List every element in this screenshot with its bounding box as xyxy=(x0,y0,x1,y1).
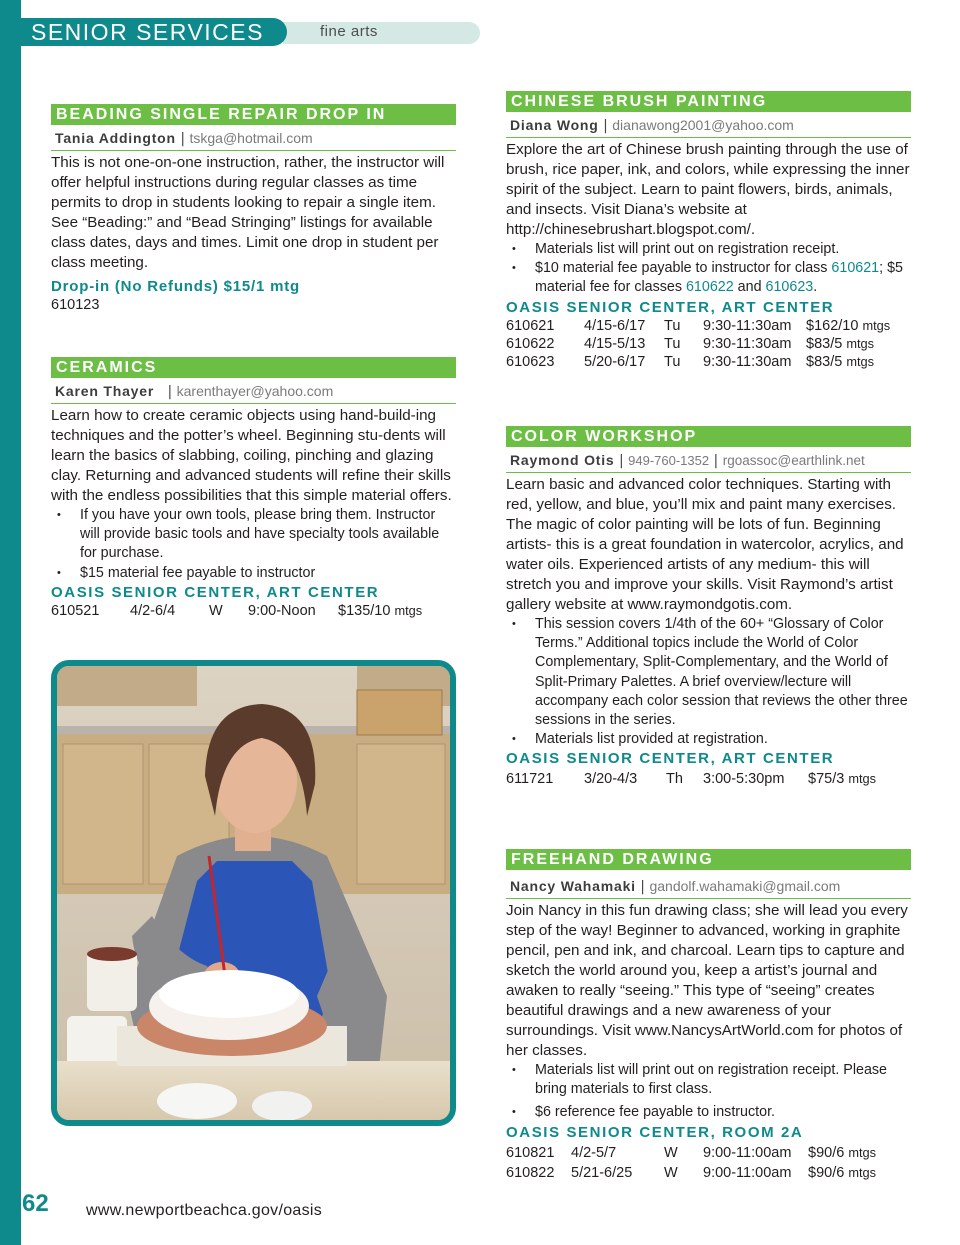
separator: | xyxy=(614,453,629,469)
instructor-email[interactable]: rgoassoc@earthlink.net xyxy=(722,453,865,468)
list-item: • If you have your own tools, please bring them. Instructor will provide basic tools and have specialty tools available for purchase. xyxy=(51,506,456,564)
separator: | xyxy=(154,384,177,400)
class-code-link[interactable]: 610623 xyxy=(765,279,814,296)
class-code-link[interactable]: 610621 xyxy=(831,260,880,277)
instructor-email[interactable]: tskga@hotmail.com xyxy=(189,130,313,146)
instructor-email[interactable]: karenthayer@yahoo.com xyxy=(176,383,334,399)
beading-section xyxy=(51,104,456,314)
header-subtitle-pill xyxy=(283,22,480,44)
page-section-subtitle: fine arts xyxy=(320,23,378,40)
section-title: CERAMICS xyxy=(51,357,456,378)
schedule-dates: 4/15-6/17 xyxy=(584,317,646,334)
class-photo xyxy=(51,660,456,1126)
schedule-fee: $162/10 mtgs xyxy=(806,317,891,334)
separator: | xyxy=(635,879,650,895)
schedule-row xyxy=(506,353,911,371)
schedule-row xyxy=(51,602,456,620)
schedule-day: Tu xyxy=(664,317,681,334)
class-description: Join Nancy in this fun drawing class; she will lead you every step of the way! Beginner to advanced, working in graphite pencil, pen and ink, and charcoal. Learn tips to capture and sketch the world around you, keep a artist’s journal and awaken to really “seeing.” This type of “seeing” creates beautiful drawings and a new awareness of your surroundings. Visit www.NancysArtWorld.com for photos of her classes. xyxy=(506,902,908,1059)
chinese-brush-section xyxy=(506,91,911,371)
list-item: • Materials list provided at registration. xyxy=(506,730,911,749)
schedule-fee: $90/6 mtgs xyxy=(808,1144,877,1161)
instructor-line xyxy=(51,129,456,148)
schedule-row xyxy=(506,1164,911,1182)
schedule-time: 9:00-Noon xyxy=(248,602,316,619)
schedule-row xyxy=(506,317,911,335)
schedule-time: 9:30-11:30am xyxy=(703,317,792,334)
schedule-time: 9:30-11:30am xyxy=(703,335,792,352)
divider xyxy=(506,898,911,899)
left-accent-bar xyxy=(0,0,21,1245)
footer-website-link[interactable]: www.newportbeachca.gov/oasis xyxy=(86,1202,323,1219)
class-location: OASIS SENIOR CENTER, ART CENTER xyxy=(506,298,835,316)
schedule-dates: 4/2-6/4 xyxy=(130,602,176,619)
instructor-name: Diana Wong xyxy=(510,117,599,133)
schedule-row xyxy=(506,770,911,788)
divider xyxy=(51,150,456,151)
instructor-line xyxy=(506,877,911,896)
instructor-name: Raymond Otis xyxy=(510,452,615,468)
list-item: • Materials list will print out on registration receipt. Please bring materials to first class. xyxy=(506,1061,911,1099)
class-code: 610123 xyxy=(51,297,100,313)
schedule-day: Tu xyxy=(664,353,681,370)
instructor-line xyxy=(506,116,911,135)
class-code-link[interactable]: 610622 xyxy=(685,279,734,296)
schedule-dates: 3/20-4/3 xyxy=(584,771,638,788)
schedule-fee: $75/3 mtgs xyxy=(808,771,877,788)
schedule-dates: 5/20-6/17 xyxy=(584,353,646,370)
class-description: Explore the art of Chinese brush painting through the use of brush, rice paper, ink, and colors, while expressing the inner spirit of the subject. Learn to paint flowers, birds, animals, and insects. Visit Diana’s website at http://chinesebrushart.blogspot.com/. xyxy=(506,141,910,238)
schedule-time: 9:00-11:00am xyxy=(703,1164,792,1181)
schedule-dates: 4/15-5/13 xyxy=(584,335,646,352)
notes-list xyxy=(506,1061,911,1123)
divider xyxy=(506,137,911,138)
class-description: This is not one-on-one instruction, rather, the instructor will offer helpful instructions during regular classes as time permits to drop in students looking to repair a single item. See “Beading:” and “Bead Stringing” listings for available class dates, days and times. Limit one drop in student per class meeting. xyxy=(51,154,445,271)
schedule-fee: $83/5 mtgs xyxy=(806,335,875,352)
schedule-time: 9:00-11:00am xyxy=(703,1144,792,1161)
section-title: BEADING SINGLE REPAIR DROP IN xyxy=(51,104,456,125)
schedule-fee: $90/6 mtgs xyxy=(808,1164,877,1181)
instructor-email[interactable]: gandolf.wahamaki@gmail.com xyxy=(649,878,841,894)
schedule-day: W xyxy=(664,1164,678,1181)
list-item: • Materials list will print out on registration receipt. xyxy=(506,240,911,259)
section-title: FREEHAND DRAWING xyxy=(506,849,911,870)
list-item: • $15 material fee payable to instructor xyxy=(51,564,456,583)
schedule-code: 611721 xyxy=(506,771,554,788)
schedule-dates: 5/21-6/25 xyxy=(571,1164,633,1181)
class-fee: Drop-in (No Refunds) $15/1 mtg xyxy=(51,278,301,295)
notes-list xyxy=(506,615,911,749)
class-description: Learn how to create ceramic objects using hand-build-ing techniques and the potter’s wheel. Beginning stu-dents will learn the basics of slabbing, coiling, pinching and glazing clay. Returning and advanced students will refine their skills with the endless possibilities that this simple material offers. xyxy=(51,407,452,504)
ceramics-student-photo xyxy=(57,666,450,1120)
schedule-time: 3:00-5:30pm xyxy=(703,771,785,788)
instructor-phone: 949-760-1352 xyxy=(628,453,710,468)
schedule-day: W xyxy=(209,602,223,619)
schedule-time: 9:30-11:30am xyxy=(703,353,792,370)
schedule-dates: 4/2-5/7 xyxy=(571,1144,617,1161)
divider xyxy=(506,472,911,473)
freehand-drawing-section xyxy=(506,849,911,1182)
section-title: CHINESE BRUSH PAINTING xyxy=(506,91,911,112)
page-section-title: SENIOR SERVICES xyxy=(31,19,264,45)
ceramics-section xyxy=(51,357,456,620)
separator: | xyxy=(598,118,613,134)
class-location: OASIS SENIOR CENTER, ART CENTER xyxy=(51,583,380,601)
schedule-day: Tu xyxy=(664,335,681,352)
page-number: 62 xyxy=(22,1190,49,1217)
divider xyxy=(51,403,456,404)
list-item: • This session covers 1/4th of the 60+ “Glossary of Color Terms.” Additional topics include the World of Color Complementary, Split-Complementary, and the World of Split-Primary Palettes. A brief overview/lecture will accompany each color session that reviews the other three sessions in the series. xyxy=(506,615,911,730)
instructor-email[interactable]: dianawong2001@yahoo.com xyxy=(612,117,794,133)
separator: | xyxy=(709,453,723,469)
list-item: • $10 material fee payable to instructor for class 610621; $5 material fee for classes 610622 and 610623. xyxy=(506,259,911,297)
schedule-code: 610623 xyxy=(506,353,555,370)
schedule-code: 610621 xyxy=(506,317,555,334)
notes-list xyxy=(51,506,456,583)
separator: | xyxy=(175,131,190,147)
schedule-code: 610622 xyxy=(506,335,555,352)
schedule-code: 610822 xyxy=(506,1164,555,1181)
schedule-fee: $83/5 mtgs xyxy=(806,353,875,370)
instructor-name: Tania Addington xyxy=(55,130,176,146)
schedule-code: 610821 xyxy=(506,1144,555,1161)
list-item: • $6 reference fee payable to instructor. xyxy=(506,1103,911,1122)
schedule-row xyxy=(506,335,911,353)
schedule-fee: $135/10 mtgs xyxy=(338,602,423,619)
color-workshop-section xyxy=(506,426,911,788)
instructor-line xyxy=(51,382,456,401)
schedule-row xyxy=(506,1144,911,1162)
instructor-line xyxy=(506,451,911,470)
class-location: OASIS SENIOR CENTER, ROOM 2A xyxy=(506,1123,804,1141)
class-location: OASIS SENIOR CENTER, ART CENTER xyxy=(506,750,835,768)
schedule-day: Th xyxy=(666,771,683,788)
section-title: COLOR WORKSHOP xyxy=(506,426,911,447)
instructor-name: Karen Thayer xyxy=(55,383,155,399)
schedule-code: 610521 xyxy=(51,602,100,619)
schedule-day: W xyxy=(664,1144,678,1161)
instructor-name: Nancy Wahamaki xyxy=(510,878,636,894)
notes-list xyxy=(506,240,911,298)
class-description: Learn basic and advanced color techniques. Starting with red, yellow, and blue, you’ll mix and paint many exercises. The magic of color painting will be lots of fun. Beginning artists- this is a great foundation in watercolor, acrylics, and water oils. Experienced artists of any medium- this will stretch you and improve your skills. Visit Raymond’s artist gallery website at www.raymondgotis.com. xyxy=(506,476,904,613)
